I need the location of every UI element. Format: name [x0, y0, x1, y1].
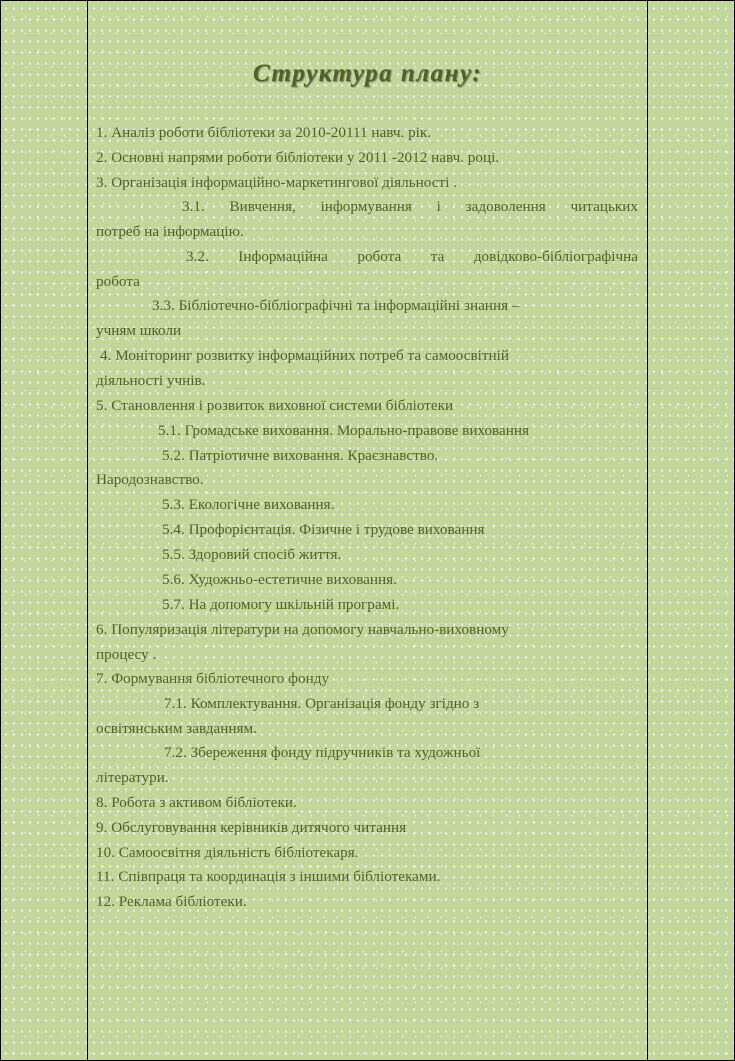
left-column-rule: [87, 0, 88, 1061]
plan-item-5-2: 5.2. Патріотичне виховання. Краєзнавство.: [162, 447, 439, 464]
plan-item-6-cont: процесу .: [96, 646, 157, 663]
plan-item-3: 3. Організація інформаційно-маркетингової діяльності .: [96, 174, 457, 191]
plan-item-5: 5. Становлення і розвиток виховної системи бібліотеки: [96, 397, 454, 414]
plan-item-8: 8. Робота з активом бібліотеки.: [96, 794, 297, 811]
plan-item-5-5: 5.5. Здоровий спосіб життя.: [162, 546, 342, 563]
plan-item-6: 6. Популяризація літератури на допомогу навчально-виховному: [96, 621, 509, 638]
plan-item-5-2-cont: Народознавство.: [96, 471, 204, 488]
plan-item-10: 10. Самоосвітня діяльність бібліотекаря.: [96, 844, 359, 861]
plan-item-4: 4. Моніторинг розвитку інформаційних потреб та самоосвітній: [100, 347, 510, 364]
plan-item-5-7: 5.7. На допомогу шкільній програмі.: [162, 596, 400, 613]
plan-item-5-4: 5.4. Профорієнтація. Фізичне і трудове виховання: [162, 521, 485, 538]
plan-item-5-6: 5.6. Художньо-естетичне виховання.: [162, 571, 397, 588]
plan-item-3-1-cont: потреб на інформацію.: [96, 223, 244, 240]
plan-item-11: 11. Співпраця та координація з іншими бібліотеками.: [96, 868, 441, 885]
plan-item-3-3: 3.3. Бібліотечно-бібліографічні та інформаційні знання –: [152, 297, 520, 314]
plan-item-12: 12. Реклама бібліотеки.: [96, 893, 247, 910]
plan-item-7-1-cont: освітянським завданням.: [96, 720, 257, 737]
plan-item-4-cont: діяльності учнів.: [96, 372, 206, 389]
plan-item-2: 2. Основні напрями роботи бібліотеки у 2011 -2012 навч. році.: [96, 149, 500, 166]
page-title: Структура плану:: [252, 60, 483, 87]
right-column-rule: [647, 0, 648, 1061]
plan-item-5-3: 5.3. Екологічне виховання.: [162, 496, 335, 513]
plan-item-7-1: 7.1. Комплектування. Організація фонду згідно з: [164, 695, 480, 712]
plan-item-7: 7. Формування бібліотечного фонду: [96, 670, 330, 687]
plan-item-3-2-cont: робота: [96, 273, 140, 290]
plan-item-5-1: 5.1. Громадське виховання. Морально-правове виховання: [158, 422, 530, 439]
plan-item-3-2: 3.2. Інформаційна робота та довідково-бібліографічна: [186, 248, 638, 265]
plan-item-3-1: 3.1. Вивчення, інформування і задоволення читацьких: [182, 198, 638, 215]
plan-item-7-2: 7.2. Збереження фонду підручників та художньої: [164, 744, 481, 761]
plan-item-1: 1. Аналіз роботи бібліотеки за 2010-20111 навч. рік.: [96, 124, 432, 141]
plan-item-9: 9. Обслуговування керівників дитячого читання: [96, 819, 407, 836]
plan-item-7-2-cont: літератури.: [96, 769, 169, 786]
plan-item-3-3-cont: учням школи: [96, 322, 182, 339]
